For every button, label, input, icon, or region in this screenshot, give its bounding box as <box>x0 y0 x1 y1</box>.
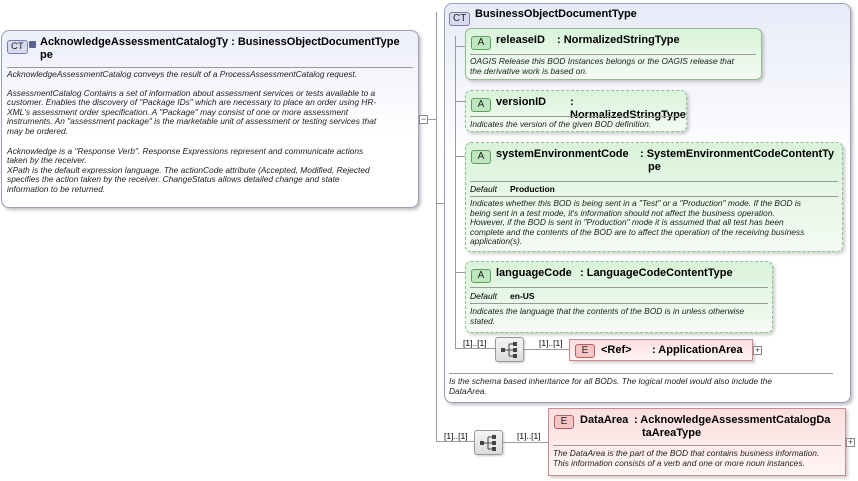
divider <box>470 303 768 304</box>
default-value: Production <box>510 184 555 194</box>
description-line: XPath is the default expression language. The actionCode attribute (Accepted, Modified, Rejected <box>7 164 370 175</box>
attribute-description: stated. <box>470 315 496 326</box>
sequence-icon[interactable] <box>495 337 524 362</box>
attribute-system-environment-code[interactable] <box>465 142 843 252</box>
default-value: en-US <box>510 291 535 301</box>
attribute-description: the derivative work is based on. <box>470 65 588 76</box>
connector-line <box>524 349 569 350</box>
attribute-release-id[interactable] <box>465 28 762 80</box>
attribute-badge: A <box>471 98 491 112</box>
attribute-version-id[interactable] <box>465 90 687 132</box>
expand-icon[interactable]: + <box>847 437 854 447</box>
attribute-name: systemEnvironmentCode <box>496 148 629 160</box>
divider <box>470 196 838 197</box>
attribute-type-wrap: pe <box>648 161 661 173</box>
complex-type-title-wrap: pe <box>40 49 53 61</box>
expand-icon[interactable]: + <box>754 345 761 355</box>
attribute-type: : NormalizedStringType <box>570 96 686 121</box>
complex-type-title: AcknowledgeAssessmentCatalogTy : BusinessObjectDocumentType <box>40 36 400 48</box>
connector-line <box>503 442 548 443</box>
attribute-description: OAGIS Release this BOD Instances belongs or the OAGIS release that <box>470 56 734 66</box>
description-line: specifies the action taken by the receiver. ChangeStatus allows detailed change and state <box>7 174 340 185</box>
divider <box>553 445 841 446</box>
attribute-description: However, if the BOD is sent in "Production" mode it is assumed that all test has been <box>470 217 784 228</box>
attribute-description: being sent in a test mode, it's information should not affect the business operation. <box>470 207 775 218</box>
complex-type-badge: CT <box>449 12 470 26</box>
attribute-description: application(s). <box>470 236 523 247</box>
connector-line <box>455 36 456 348</box>
default-label: Default <box>470 184 497 194</box>
description-line: instruments. An "assessment package" is the marketable unit of assessment or testing services that <box>7 116 377 127</box>
attribute-description: Indicates whether this BOD is being sent in a "Test" or a "Production" mode. If the BOD is <box>470 198 801 208</box>
divider <box>470 181 838 182</box>
element-name: DataArea <box>580 414 629 426</box>
attribute-badge: A <box>471 269 491 283</box>
cardinality-label: [1]..[1] <box>444 431 468 441</box>
description-line: taken by the receiver. <box>7 155 87 166</box>
divider <box>470 54 756 55</box>
connector-line <box>455 46 465 47</box>
divider <box>449 373 833 374</box>
attribute-name: releaseID <box>496 34 545 46</box>
connector-line <box>455 272 465 273</box>
attribute-type: : SystemEnvironmentCodeContentTy <box>640 148 835 160</box>
base-type-description: DataArea. <box>449 385 487 396</box>
attribute-language-code[interactable] <box>465 261 773 333</box>
description-line: information to be returned. <box>7 183 106 194</box>
base-type-description: Is the schema based inheritance for all BODs. The logical model would also include the <box>449 376 773 386</box>
divider <box>7 67 413 68</box>
description-line: XML's assessment order specification. A "Package" may consist of one or more assessment <box>7 106 349 117</box>
element-description: This information consists of a verb and one or more noun instances. <box>553 457 805 468</box>
cardinality-label: [1]..[1] <box>517 431 541 441</box>
connector-line <box>436 441 474 442</box>
connector-line <box>455 101 465 102</box>
complex-type-badge: CT <box>7 40 28 54</box>
description-summary: AcknowledgeAssessmentCatalog conveys the result of a ProcessAssessmentCatalog request. <box>7 69 358 79</box>
connector-line <box>428 119 436 120</box>
element-type-wrap: taAreaType <box>642 427 702 439</box>
sequence-icon-glyph <box>496 338 525 363</box>
cardinality-label: [1]..[1] <box>463 338 487 348</box>
divider <box>470 116 682 117</box>
connector-line <box>436 12 437 442</box>
description-line: AssessmentCatalog Contains a set of information about assessment services or tests available to a <box>7 87 376 98</box>
description-line: may be ordered. <box>7 125 68 136</box>
base-type-title: BusinessObjectDocumentType <box>475 8 637 20</box>
default-label: Default <box>470 291 497 301</box>
element-badge: E <box>575 344 595 358</box>
cardinality-label: [1]..[1] <box>539 338 563 348</box>
description-line: Acknowledge is a "Response Verb". Response Expressions represent and communicate actions <box>7 145 364 156</box>
attribute-badge: A <box>471 150 491 164</box>
attribute-badge: A <box>471 36 491 50</box>
complex-type-business-object-document[interactable] <box>444 3 851 403</box>
connector-line <box>455 156 465 157</box>
connector-line <box>436 203 444 204</box>
attribute-type: : LanguageCodeContentType <box>580 267 733 279</box>
description-line: customer. Enables the discovery of "Package IDs" which are necessary to place an order using HR- <box>7 97 377 108</box>
element-application-area[interactable] <box>569 339 753 361</box>
element-ref: <Ref> <box>601 344 632 356</box>
collapse-toggle[interactable]: − <box>420 114 427 124</box>
complex-type-icon <box>29 41 36 48</box>
element-type: : AcknowledgeAssessmentCatalogDa <box>634 414 831 426</box>
attribute-description: Indicates the language that the contents of the BOD is in unless otherwise <box>470 306 745 316</box>
attribute-type: : NormalizedStringType <box>557 34 680 46</box>
attribute-name: versionID <box>496 96 547 108</box>
complex-type-acknowledge-assessment-catalog[interactable] <box>1 30 419 208</box>
connector-line <box>455 348 495 349</box>
element-badge: E <box>554 415 574 429</box>
sequence-icon[interactable] <box>474 430 503 455</box>
element-description: The DataArea is the part of the BOD that contains business information. <box>553 448 820 458</box>
attribute-description: Indicates the version of the given BOD definition. <box>470 119 652 129</box>
divider <box>470 287 768 288</box>
element-type: : ApplicationArea <box>652 344 743 356</box>
sequence-icon-glyph <box>475 431 504 456</box>
attribute-name: languageCode <box>496 267 572 279</box>
attribute-description: complete and the contents of the BOD are to affect the operation of the receiving business <box>470 226 805 237</box>
element-data-area[interactable] <box>548 408 846 476</box>
